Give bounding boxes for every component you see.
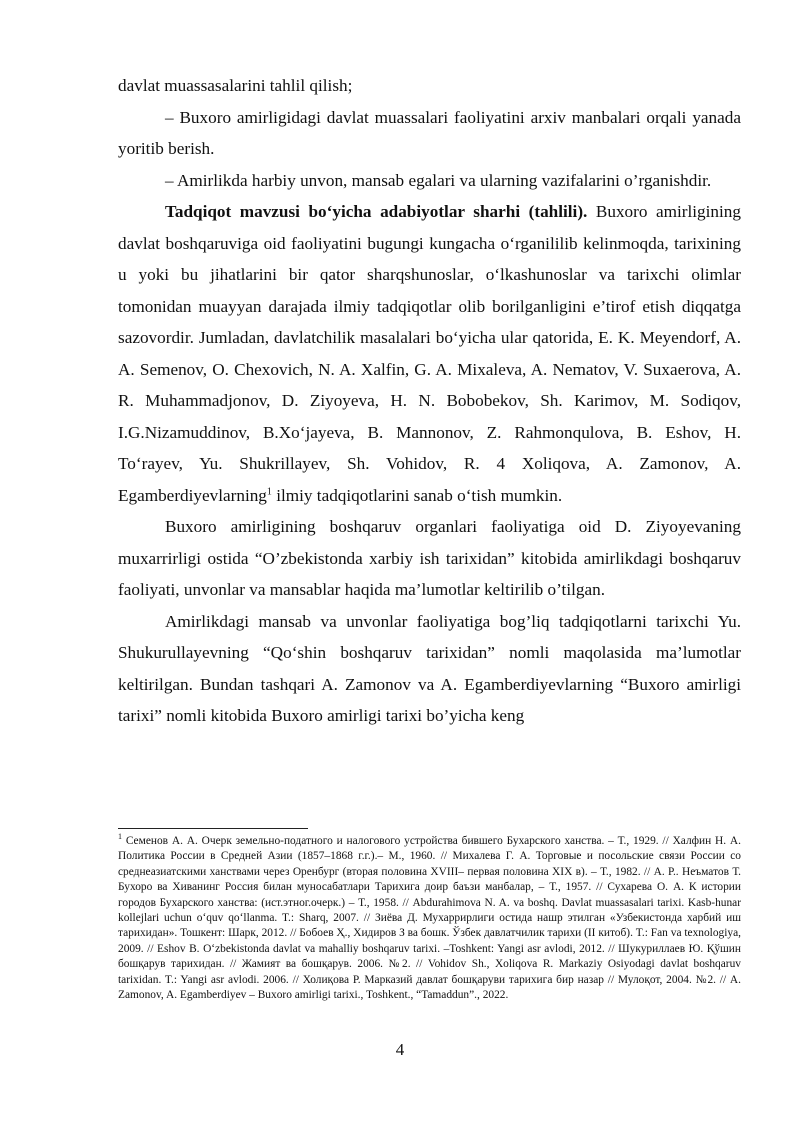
footnote <box>118 834 741 1003</box>
paragraph-4 <box>118 196 741 511</box>
footnote-reference[interactable]: 1 <box>266 485 272 497</box>
page-number: 4 <box>395 1040 405 1059</box>
page-body <box>118 70 741 732</box>
section-heading: Tadqiqot mavzusi bo‘yicha adabiyotlar sharhi (tahlili). <box>165 202 588 221</box>
footnote-number: 1 <box>118 832 122 842</box>
paragraph-1: davlat muassasalarini tahlil qilish; <box>118 76 353 95</box>
footnote-text: Семенов А. А. Очерк земельно-податного и налогового устройства бившего Бухарского ханства. – Т., 1929. // Халфин Н. А. Политика России в Средней Азии (1857–1868 г.г.).– М., 1960. // Михалева Г. А. Торговые и посольские связи России со среднеазиатскими ханствами через Оренбург (вторая половина XVIII– первая половина XIX в). – Т., 1982. // А. Р.. Неъматов Т. Бухоро ва Хиванинг Россия билан муносабатлари Тарихига доир баъзи манбалар, – Т., 1957. // Сухарева О. А. К истории городов Бухарского ханства: (ист.этног.очерк.) – Т., 1958. // Abdurahimova N. A. va boshq. Davlat muassasalari tarixi. Kasb-hunar kollejlari uchun o‘quv qo‘llanma. T.: Sharq, 2007. // Зиёва Д. Мухаррирлиги остида нашр этилган «Узбекистонда харбий иш тарихидан». Тошкент: Шарк, 2012. // Бобоев Ҳ., Хидиров З ва бошк. Ўзбек давлатчилик тарихи (II китоб). T.: Fan va texnologiya, 2009. // Eshov B. O‘zbekistonda davlat va mahalliy boshqaruv tarixi. –Toshkent: Yangi asr avlodi, 2012. // Шукуриллаев Ю. Қўшин бошқарув тарихидан. // Жамият ва бошқарув. 2006. №2. // Vohidov Sh., Xoliqova R. Markaziy Osiyodagi davlat boshqaruv tarixidan. T.: Yangi asr avlodi. 2006. // Холиқова Р. Марказий давлат бошқаруви тарихига бир назар // Мулоқот, 2004. №2. // A. Zamonov, A. Egamberdiyev – Buxoro amirligi tarixi., Toshkent., “Tamaddun”., 2022. <box>118 835 741 1002</box>
paragraph-3: – Amirlikda harbiy unvon, mansab egalari va ularning vazifalarini o’rganishdir. <box>165 170 712 190</box>
paragraph-4-text: Buxoro amirligining davlat boshqaruviga oid faoliyatini bugungi kungacha o‘rganililib kelinmoqda, tarixining u yoki bu jihatlarini bir qator sharqshunoslar, o‘lkashunoslar va tarixchi olimlar tomonidan muayyan darajada ilmiy tadqiqotlar olib borilganligini e’tirof etish diqqatga sazovordir. Jumladan, davlatchilik masalalari bo‘yicha ular qatorida, E. K. Meyendorf, A. A. Semenov, O. Chexovich, N. A. Xalfin, G. A. Mixaleva, A. Nematov, V. Suxaerova, A. R. Muhammadjonov, D. Ziyoyeva, H. N. Bobobekov, Sh. Karimov, M. Sodiqov, I.G.Nizamuddinov, B.Xo‘jayeva, B. Mannonov, Z. Rahmonqulova, B. Eshov, H. To‘rayev, Yu. Shukrillayev, Sh. Vohidov, R. 4 Xoliqova, A. Zamonov, A. Egamberdiyevlarning <box>118 202 741 505</box>
paragraph-2: – Buxoro amirligidagi davlat muassalari faoliyatini arxiv manbalari orqali yanada yoritib berish. <box>118 107 741 158</box>
paragraph-6: Amirlikdagi mansab va unvonlar faoliyatiga bog’liq tadqiqotlarni tarixchi Yu. Shukurullayevning “Qo‘shin boshqaruv tarixidan” nomli maqolasida ma’lumotlar keltirilgan. Bundan tashqari A. Zamonov va A. Egamberdiyevlarning “Buxoro amirligi tarixi” nomli kitobida Buxoro amirligi tarixi bo’yicha keng <box>118 611 741 725</box>
footnote-separator <box>118 828 308 829</box>
paragraph-4-tail: ilmiy tadqiqotlarini sanab o‘tish mumkin. <box>271 485 563 505</box>
paragraph-5: Buxoro amirligining boshqaruv organlari faoliyatiga oid D. Ziyoyevaning muxarrirligi ostida “O’zbekistonda xarbiy ish tarixidan” kitobida amirlikdagi boshqaruv faoliyati, unvonlar va mansablar haqida ma’lumotlar keltirilib o’tilgan. <box>118 517 741 599</box>
